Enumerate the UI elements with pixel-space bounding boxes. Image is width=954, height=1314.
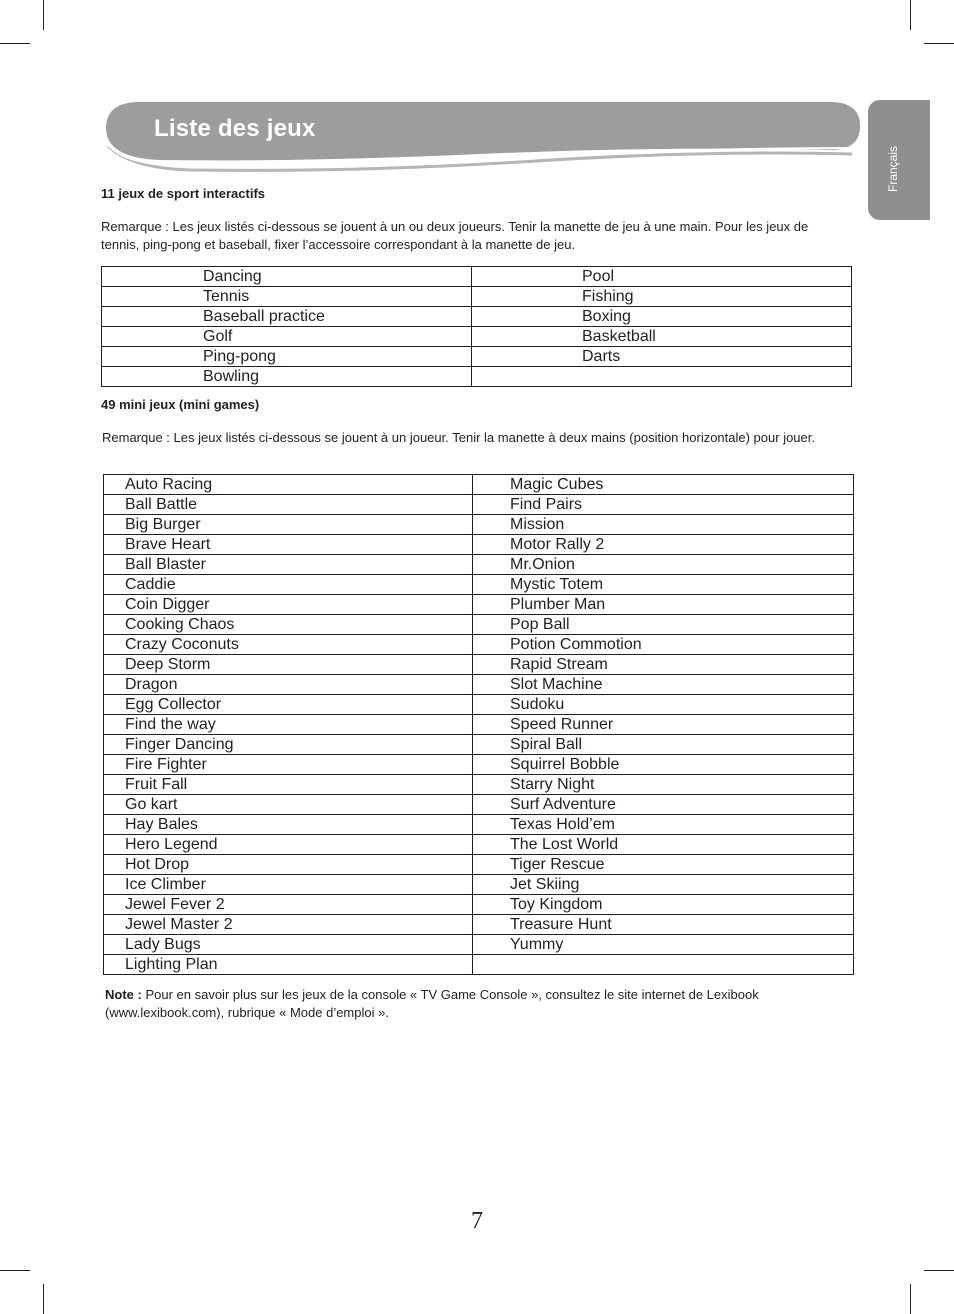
crop-mark (924, 43, 954, 44)
game-cell (473, 955, 854, 975)
game-cell: Jet Skiing (473, 875, 854, 895)
table-row (104, 615, 854, 635)
note-text: Pour en savoir plus sur les jeux de la console « TV Game Console », consultez le site internet de Lexibook (www.lexibook.com), rubrique « Mode d’emploi ». (105, 987, 759, 1020)
table-row (104, 535, 854, 555)
table-row (104, 815, 854, 835)
game-cell: Mystic Totem (473, 575, 854, 595)
game-cell: Find the way (104, 715, 473, 735)
game-cell: Go kart (104, 795, 473, 815)
game-cell: Plumber Man (473, 595, 854, 615)
game-cell: Golf (102, 327, 472, 347)
page-title: Liste des jeux (154, 115, 316, 142)
table-row (104, 915, 854, 935)
game-cell: Find Pairs (473, 495, 854, 515)
page-number: 7 (471, 1208, 483, 1234)
sport-remark: Remarque : Les jeux listés ci-dessous se jouent à un ou deux joueurs. Tenir la manette de jeu à une main. Pour les jeux de tennis, ping-pong et baseball, fixer l’accessoire correspondant à la manette de jeu. (101, 219, 809, 252)
game-cell: Basketball (472, 327, 852, 347)
game-cell: Pop Ball (473, 615, 854, 635)
game-cell: Boxing (472, 307, 852, 327)
table-row (104, 835, 854, 855)
game-cell: Dancing (102, 267, 472, 287)
table-row (104, 955, 854, 975)
game-cell: Auto Racing (104, 475, 473, 495)
game-cell: Ball Battle (104, 495, 473, 515)
game-cell: Deep Storm (104, 655, 473, 675)
crop-mark (43, 0, 44, 30)
game-cell: Speed Runner (473, 715, 854, 735)
game-cell: Egg Collector (104, 695, 473, 715)
crop-mark (910, 0, 911, 30)
game-cell: Spiral Ball (473, 735, 854, 755)
sport-games-table (101, 266, 852, 387)
mini-remark: Remarque : Les jeux listés ci-dessous se jouent à un joueur. Tenir la manette à deux mains (position horizontale) pour jouer. (102, 430, 815, 445)
game-cell: Hero Legend (104, 835, 473, 855)
table-row (104, 695, 854, 715)
table-row (104, 555, 854, 575)
note-label: Note : (105, 987, 142, 1002)
game-cell: Magic Cubes (473, 475, 854, 495)
table-row (104, 715, 854, 735)
game-cell (472, 367, 852, 387)
table-row (104, 935, 854, 955)
game-cell: Cooking Chaos (104, 615, 473, 635)
table-row (104, 755, 854, 775)
game-cell: Toy Kingdom (473, 895, 854, 915)
table-row (104, 775, 854, 795)
game-cell: Darts (472, 347, 852, 367)
table-row (104, 735, 854, 755)
table-row (104, 595, 854, 615)
table-row (104, 895, 854, 915)
game-cell: Baseball practice (102, 307, 472, 327)
game-cell: Jewel Master 2 (104, 915, 473, 935)
table-row (104, 475, 854, 495)
language-tab (868, 100, 930, 220)
game-cell: The Lost World (473, 835, 854, 855)
game-cell: Mr.Onion (473, 555, 854, 575)
table-row (102, 267, 852, 287)
game-cell: Bowling (102, 367, 472, 387)
table-row (102, 347, 852, 367)
game-cell: Fishing (472, 287, 852, 307)
game-cell: Big Burger (104, 515, 473, 535)
game-cell: Pool (472, 267, 852, 287)
game-cell: Hay Bales (104, 815, 473, 835)
mini-section-title: 49 mini jeux (mini games) (101, 397, 260, 412)
table-row (104, 875, 854, 895)
game-cell: Motor Rally 2 (473, 535, 854, 555)
game-cell: Tennis (102, 287, 472, 307)
crop-mark (910, 1284, 911, 1314)
table-row (102, 307, 852, 327)
table-row (104, 795, 854, 815)
table-row (104, 655, 854, 675)
game-cell: Ball Blaster (104, 555, 473, 575)
game-cell: Caddie (104, 575, 473, 595)
table-row (104, 575, 854, 595)
table-row (102, 287, 852, 307)
table-row (102, 367, 852, 387)
game-cell: Starry Night (473, 775, 854, 795)
game-cell: Jewel Fever 2 (104, 895, 473, 915)
game-cell: Sudoku (473, 695, 854, 715)
table-row (104, 495, 854, 515)
game-cell: Fire Fighter (104, 755, 473, 775)
table-row (104, 515, 854, 535)
game-cell: Surf Adventure (473, 795, 854, 815)
game-cell: Ping-pong (102, 347, 472, 367)
title-banner (100, 98, 870, 178)
game-cell: Rapid Stream (473, 655, 854, 675)
game-cell: Brave Heart (104, 535, 473, 555)
crop-mark (0, 43, 30, 44)
game-cell: Yummy (473, 935, 854, 955)
game-cell: Lady Bugs (104, 935, 473, 955)
crop-mark (43, 1284, 44, 1314)
game-cell: Ice Climber (104, 875, 473, 895)
game-cell: Slot Machine (473, 675, 854, 695)
game-cell: Lighting Plan (104, 955, 473, 975)
game-cell: Coin Digger (104, 595, 473, 615)
language-label: Français (886, 145, 900, 192)
game-cell: Crazy Coconuts (104, 635, 473, 655)
sport-section-title: 11 jeux de sport interactifs (101, 186, 266, 201)
game-cell: Hot Drop (104, 855, 473, 875)
mini-games-table (103, 474, 854, 975)
game-cell: Texas Hold’em (473, 815, 854, 835)
game-cell: Dragon (104, 675, 473, 695)
crop-mark (924, 1270, 954, 1271)
game-cell: Treasure Hunt (473, 915, 854, 935)
table-row (102, 327, 852, 347)
table-row (104, 855, 854, 875)
crop-mark (0, 1270, 30, 1271)
game-cell: Fruit Fall (104, 775, 473, 795)
game-cell: Finger Dancing (104, 735, 473, 755)
game-cell: Tiger Rescue (473, 855, 854, 875)
game-cell: Potion Commotion (473, 635, 854, 655)
game-cell: Mission (473, 515, 854, 535)
table-row (104, 635, 854, 655)
table-row (104, 675, 854, 695)
game-cell: Squirrel Bobble (473, 755, 854, 775)
note-paragraph (105, 986, 845, 1022)
